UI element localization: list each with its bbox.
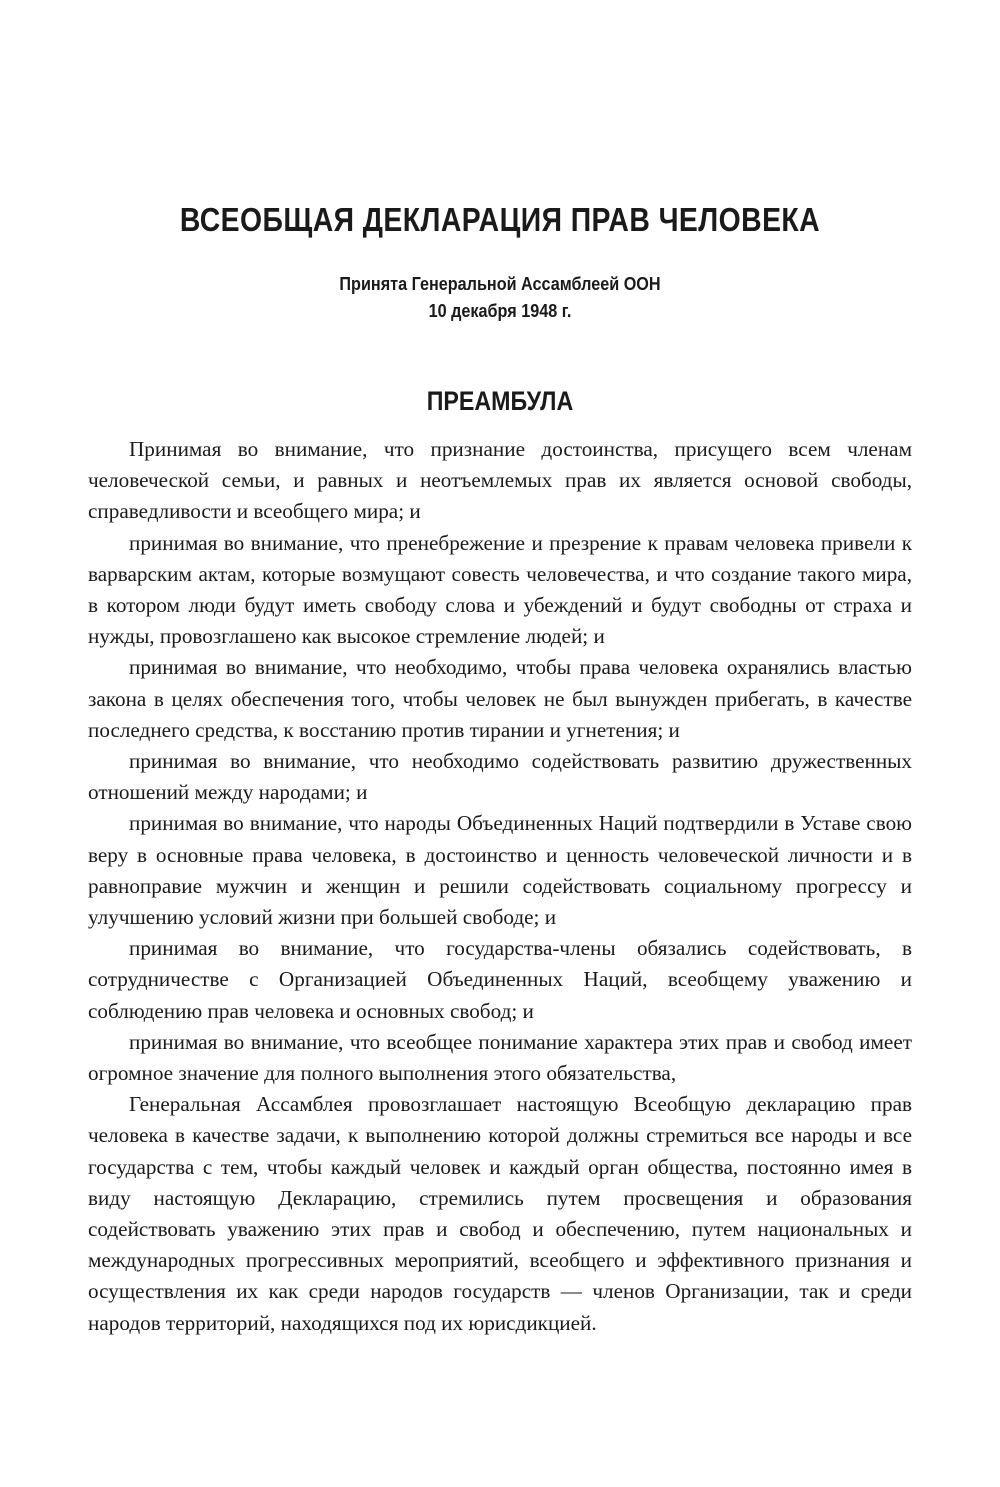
- paragraph: принимая во внимание, что народы Объединенных Наций подтвердили в Уставе свою веру в основные права человека, в достоинство и ценность человеческой личности и в равноправие мужчин и женщин и решили содействовать социальному прогрессу и улучшению условий жизни при большей свободе; и: [88, 811, 912, 930]
- paragraph: Генеральная Ассамблея провозглашает настоящую Всеобщую декларацию прав человека в качестве задачи, к выполнению которой должны стремиться все народы и все государства с тем, чтобы каждый человек и каждый орган общества, постоянно имея в виду настоящую Декларацию, стремились путем просвещения и образования содействовать уважению этих прав и свобод и обеспечению, путем национальных и международных прогрессивных мероприятий, всеобщего и эффективного признания и осуществления их как среди народов государств — членов Организации, так и среди народов территорий, находящихся под их юрисдикцией.: [88, 1092, 912, 1335]
- paragraph: принимая во внимание, что пренебрежение и презрение к правам человека привели к варварским актам, которые возмущают совесть человечества, и что создание такого мира, в котором люди будут иметь свободу слова и убеждений и будут свободны от страха и нужды, провозглашено как высокое стремление людей; и: [88, 530, 912, 649]
- paragraph: Принимая во внимание, что признание достоинства, присущего всем членам человеческой семьи, и равных и неотъемлемых прав их является основой свободы, справедливости и всеобщего мира; и: [88, 437, 912, 524]
- section-heading: ПРЕАМБУЛА: [426, 386, 574, 416]
- document-title: ВСЕОБЩАЯ ДЕКЛАРАЦИЯ ПРАВ ЧЕЛОВЕКА: [179, 201, 821, 238]
- paragraph: принимая во внимание, что необходимо содействовать развитию дружественных отношений между народами; и: [88, 749, 912, 805]
- adoption-note: [50, 271, 950, 325]
- preamble-text: [88, 434, 912, 1339]
- adoption-date: 10 декабря 1948 г.: [428, 301, 572, 321]
- paragraph: принимая во внимание, что необходимо, чтобы права человека охранялись властью закона в целях обеспечения того, чтобы человек не был вынужден прибегать, в качестве последнего средства, к восстанию против тирании и угнетения; и: [88, 655, 912, 742]
- adoption-body: Принята Генеральной Ассамблеей ООН: [339, 274, 661, 294]
- paragraph: принимая во внимание, что всеобщее понимание характера этих прав и свобод имеет огромное значение для полного выполнения этого обязательства,: [88, 1029, 912, 1086]
- paragraph: принимая во внимание, что государства-члены обязались содействовать, в сотрудничестве с Организацией Объединенных Наций, всеобщему уважению и соблюдению прав человека и основных свобод; и: [88, 936, 912, 1023]
